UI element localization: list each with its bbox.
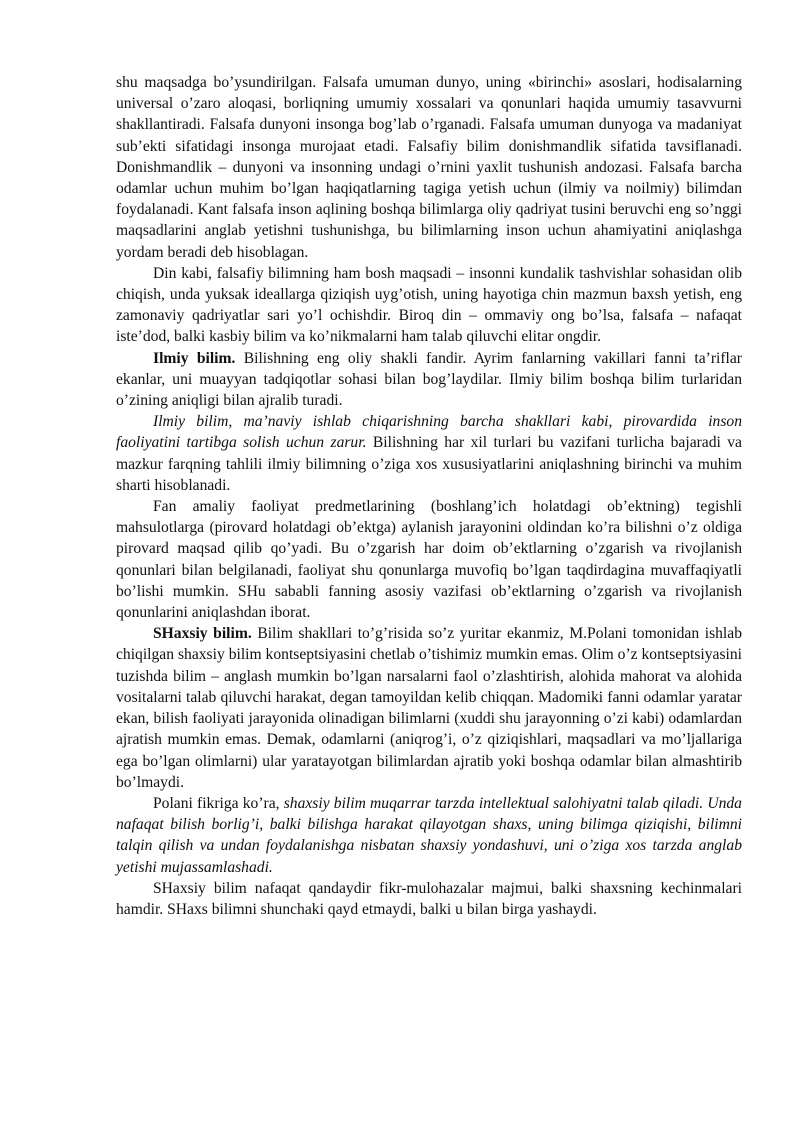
paragraph-text: SHaxsiy bilim nafaqat qandaydir fikr-mulohazalar majmui, balki shaxsning kechinmalari hamdir. SHaxs bilimni shunchaki qayd etmaydi, balki u bilan birga yashaydi.: [116, 879, 742, 918]
paragraph-personal-knowledge: [116, 623, 742, 793]
paragraph-philosophy-purpose: [116, 72, 742, 263]
paragraph-personal-knowledge-experience: [116, 878, 742, 920]
paragraph-scientific-knowledge: [116, 348, 742, 412]
paragraph-religion-philosophy: [116, 263, 742, 348]
paragraph-text: Bilim shakllari to’g’risida so’z yuritar ekanmiz, M.Polani tomonidan ishlab chiqilgan shaxsiy bilim kontseptsiyasini chetlab o’tishimiz mumkin emas. Olim o’z kontseptsiyasini tuzishda bilim – anglash mumkin bo’lgan narsalarni faol o’zlashtirish, alohida mahorat va alohida vositalarni talab qiluvchi harakat, degan tamoyildan kelib chiqqan. Madomiki fanni odamlar yaratar ekan, bilish faoliyati jarayonida olinadigan bilimlarni (xuddi shu jarayonning o’zi kabi) odamlardan ajratish mumkin emas. Demak, odamlarni (aniqrog’i, o’z qiziqishlari, maqsadlari va mo’ljallariga ega bo’lgan olimlarni) ular yaratayotgan bilimlardan ajratib yoki boshqa odamlar bilan almashtirib bo’lmaydi.: [116, 625, 742, 791]
paragraph-text: shu maqsadga bo’ysundirilgan. Falsafa umuman dunyo, uning «birinchi» asoslari, hodisalarning universal o’zaro aloqasi, borliqning umumiy xossalari va qonunlari haqida umumiy tasavvurni shakllantiradi. Falsafa dunyoni insonga bog’lab o’rganadi. Falsafa umuman dunyoga va madaniyat sub’ekti sifatidagi insonga murojaat etadi. Falsafiy bilim donishmandlik sifatida tavsiflanadi. Donishmandlik – dunyoni va insonning undagi o’rnini yaxlit tushunish andozasi. Falsafa barcha odamlar uchun muhim bo’lgan haqiqatlarning tagiga yetish uchun (ilmiy va noilmiy) bilimdan foydalanadi. Kant falsafa inson aqlining boshqa bilimlarga oliy qadriyat tusini beruvchi eng so’nggi maqsadlarini anglab yetishni tushunishga, bu bilimlarning inson uchun ahamiyatini aniqlashga yordam beradi deb hisoblagan.: [116, 74, 742, 261]
paragraph-text: Bilishning eng oliy shakli fandir. Ayrim fanlarning vakillari fanni ta’riflar ekanlar, uni muayyan tadqiqotlar sohasi bilan bog’laydilar. Ilmiy bilim boshqa bilim turlaridan o’zining aniqligi bilan ajralib turadi.: [116, 349, 742, 410]
italic-emphasis: shaxsiy bilim muqarrar tarzda intellektual salohiyatni talab qiladi. Unda nafaqat bilish borlig’i, balki bilishga harakat qilayotgan shaxs, uning bilimga qiziqishi, bilimni talqin qilish va undan foydalanishga nisbatan shaxsiy yondashuvi, uni o’ziga xos tarzda anglab yetishi mujassamlashadi.: [116, 794, 742, 876]
paragraph-text: Din kabi, falsafiy bilimning ham bosh maqsadi – insonni kundalik tashvishlar sohasidan olib chiqish, unda yuksak ideallarga qiziqish uyg’otish, uning hayotiga chin mazmun baxsh yetish, eng zamonaviy qadriyatlar sari yo’l ochishdir. Biroq din – ommaviy ong bo’lsa, falsafa – nafaqat iste’dod, balki kasbiy bilim va ko’nikmalarni ham talab qiluvchi elitar ongdir.: [116, 264, 742, 346]
section-heading-personal-knowledge: SHaxsiy bilim.: [153, 625, 252, 643]
paragraph-science-task: [116, 496, 742, 623]
paragraph-text: Fan amaliy faoliyat predmetlarining (boshlang’ich holatdagi ob’ektning) tegishli mahsulotlarga (pirovard holatdagi ob’ektga) aylanish jarayonini oldindan ko’ra bilishni o’z oldiga pirovard maqsad qilib qo’yadi. Bu o’zgarish har doim ob’ektlarning o’zgarish va rivojlanish qonunlari bilan belgilanadi, faoliyat shu qonunlarga muvofiq bo’lgan taqdirdagina muvaffaqiyatli bo’lishi mumkin. SHu sababli fanning asosiy vazifasi ob’ektlarning o’zgarish va rivojlanish qonunlarini aniqlashdan iborat.: [116, 498, 742, 622]
paragraph-polanyi-view: [116, 793, 742, 878]
paragraph-text: Polani fikriga ko’ra,: [153, 794, 284, 812]
italic-emphasis: Ilmiy bilim, ma’naviy ishlab chiqarishning barcha shakllari kabi, pirovardida inson faoliyatini tartibga solish uchun zarur.: [116, 413, 742, 452]
paragraph-scientific-knowledge-purpose: [116, 411, 742, 496]
document-page: [116, 72, 742, 920]
paragraph-text: Bilishning har xil turlari bu vazifani turlicha bajaradi va mazkur farqning tahlili ilmiy bilimning o’ziga xos xususiyatlarini aniqlashning birinchi va muhim sharti hisoblanadi.: [116, 434, 742, 494]
section-heading-scientific-knowledge: Ilmiy bilim.: [153, 349, 236, 367]
